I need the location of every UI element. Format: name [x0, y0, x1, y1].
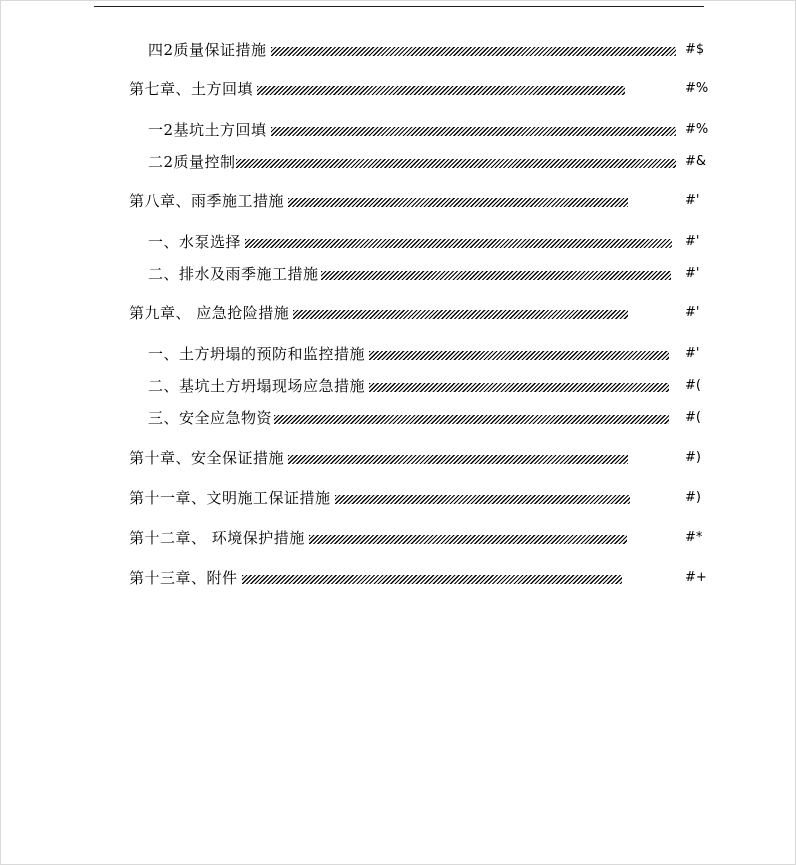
toc-entry-page: #'	[685, 346, 700, 361]
toc-leader	[245, 239, 672, 248]
toc-entry-page: #&	[685, 154, 707, 169]
toc-entry[interactable]	[129, 79, 625, 99]
toc-entry[interactable]	[148, 408, 669, 428]
toc-entry-page: #)	[685, 450, 701, 465]
toc-entry[interactable]	[129, 303, 628, 323]
toc-entry-label: 第十一章、文明施工保证措施	[129, 489, 331, 507]
toc-entry-label: 一、土方坍塌的预防和监控措施	[148, 345, 366, 363]
toc-entry[interactable]	[148, 40, 676, 60]
toc-leader	[309, 535, 627, 544]
toc-entry-page: #+	[685, 570, 707, 585]
toc-leader	[369, 383, 669, 392]
toc-leader	[271, 127, 676, 136]
toc-entry[interactable]	[129, 191, 628, 211]
toc-entry[interactable]	[148, 264, 671, 284]
toc-entry-page: #(	[685, 410, 701, 425]
toc-leader	[271, 47, 676, 56]
toc-entry-page: #$	[685, 42, 705, 57]
toc-entry-page: #'	[685, 193, 700, 208]
toc-entry-page: #%	[685, 122, 709, 137]
toc-entry[interactable]	[129, 448, 628, 468]
toc-entry-page: #'	[685, 234, 700, 249]
toc-entry-label: 第十二章、 环境保护措施	[129, 529, 305, 547]
toc-leader	[288, 455, 628, 464]
toc-entry[interactable]	[148, 120, 676, 140]
toc-entry-label: 第七章、土方回填	[129, 80, 254, 98]
toc-entry-page: #'	[685, 266, 700, 281]
toc-entry-label: 一2基坑土方回填	[148, 121, 267, 139]
toc-entry-page: #'	[685, 305, 700, 320]
toc-entry[interactable]	[148, 376, 669, 396]
toc-entry-label: 四2质量保证措施	[148, 41, 267, 59]
toc-entry[interactable]	[129, 528, 627, 548]
toc-leader	[335, 495, 630, 504]
toc-entry[interactable]	[148, 232, 672, 252]
toc-entry-label: 第九章、 应急抢险措施	[129, 304, 290, 322]
toc-leader	[293, 310, 628, 319]
toc-entry-page: #(	[685, 378, 701, 393]
toc-entry-label: 第十三章、附件	[129, 569, 238, 587]
toc-leader	[236, 159, 676, 168]
toc-leader	[274, 415, 669, 424]
toc-leader	[288, 198, 628, 207]
toc-entry-label: 一、水泵选择	[148, 233, 242, 251]
toc-entry-label: 三、安全应急物资	[148, 409, 273, 427]
toc-entry[interactable]	[129, 568, 622, 588]
toc-leader	[257, 86, 625, 95]
toc-entry-label: 二2质量控制	[148, 153, 236, 171]
toc-entry[interactable]	[129, 488, 630, 508]
toc-leader	[369, 351, 669, 360]
header-rule	[94, 6, 704, 7]
toc-entry-label: 二、基坑土方坍塌现场应急措施	[148, 377, 366, 395]
toc-leader	[242, 575, 622, 584]
toc-leader	[321, 271, 671, 280]
toc-entry-label: 二、排水及雨季施工措施	[148, 265, 319, 283]
toc-entry[interactable]	[148, 152, 676, 172]
toc-entry-page: #*	[685, 530, 703, 545]
toc-entry-label: 第十章、安全保证措施	[129, 449, 285, 467]
toc-entry-label: 第八章、雨季施工措施	[129, 192, 285, 210]
toc-entry-page: #%	[685, 81, 709, 96]
toc-entry[interactable]	[148, 344, 669, 364]
toc-entry-page: #)	[685, 490, 701, 505]
